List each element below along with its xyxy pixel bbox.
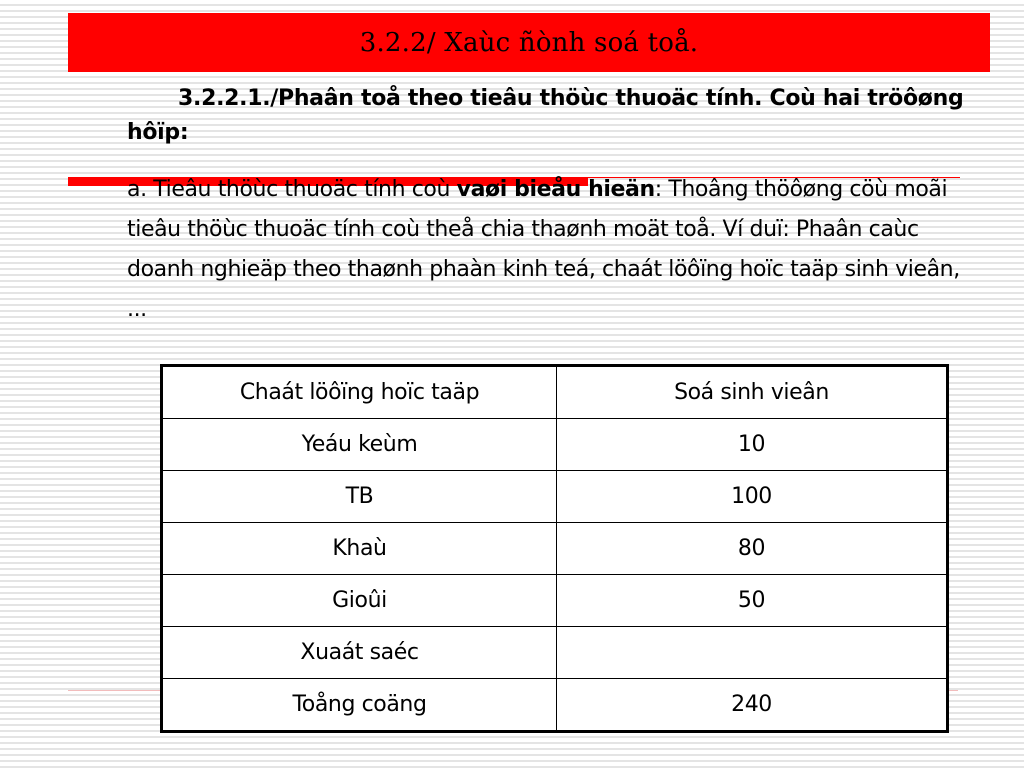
table-cell: Gioûi <box>162 575 557 627</box>
table-row <box>162 627 948 679</box>
paragraph-bold-term: vaøi bieåu hieän <box>456 177 655 202</box>
table-cell: 50 <box>557 575 948 627</box>
table-cell: Xuaát saéc <box>162 627 557 679</box>
table-row <box>162 523 948 575</box>
title-bar <box>68 13 990 72</box>
slide-title: 3.2.2/ Xaùc ñònh soá toå. <box>359 27 699 58</box>
table-row <box>162 575 948 627</box>
table-cell: Yeáu keùm <box>162 419 557 471</box>
table-row <box>162 419 948 471</box>
data-table <box>160 364 949 733</box>
table-cell: 100 <box>557 471 948 523</box>
table-cell: Khaù <box>162 523 557 575</box>
section-heading: 3.2.2.1./Phaân toå theo tieâu thöùc thuoäc tính. Coù hai tröôøng hôïp: <box>127 86 964 145</box>
table-cell <box>557 627 948 679</box>
table-header-row <box>162 366 948 419</box>
body-paragraph <box>127 170 967 330</box>
table-header-cell: Soá sinh vieân <box>557 366 948 419</box>
table-cell: TB <box>162 471 557 523</box>
paragraph-prefix: a. Tieâu thöùc thuoäc tính coù <box>127 177 457 202</box>
table-header-cell: Chaát löôïng hoïc taäp <box>162 366 557 419</box>
table-row <box>162 471 948 523</box>
table-total-row <box>162 679 948 732</box>
table-cell: 240 <box>557 679 948 732</box>
table-cell: 10 <box>557 419 948 471</box>
paragraph-suffix: : Thoâng thöôøng cöù moãi tieâu thöùc thuoäc tính coù theå chia thaønh moät toå. Ví duï: Phaân caùc doanh nghieäp theo thaønh phaàn kinh teá, chaát löôïng hoïc taäp sinh vieân, ... <box>127 177 960 322</box>
table-cell: 80 <box>557 523 948 575</box>
table-cell: Toång coäng <box>162 679 557 732</box>
